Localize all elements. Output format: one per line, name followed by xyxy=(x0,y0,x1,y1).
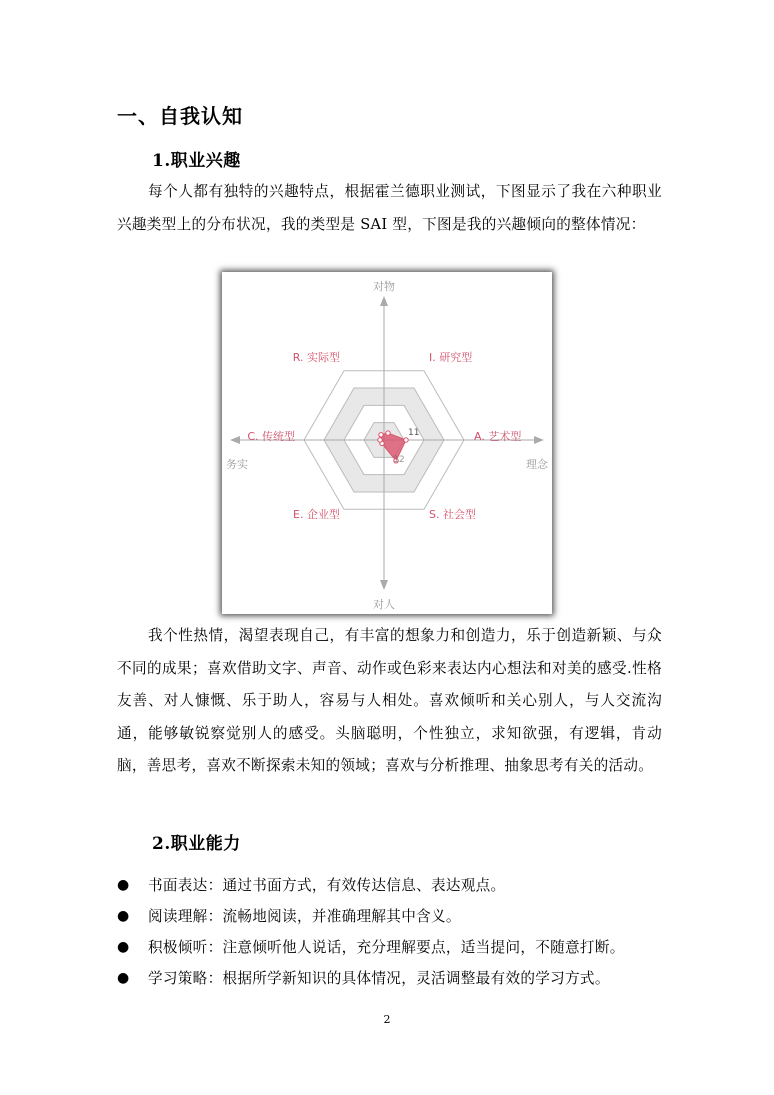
up-arrow-icon xyxy=(380,296,388,306)
list-item xyxy=(117,901,677,932)
category-label-enterprising: E. 企业型 xyxy=(293,508,340,521)
radar-point xyxy=(404,438,408,442)
bullet-icon: ● xyxy=(117,970,130,986)
radar-point xyxy=(379,433,383,437)
radar-point xyxy=(386,431,390,435)
ability-text: 阅读理解：流畅地阅读，并准确理解其中含义。 xyxy=(148,908,461,925)
category-label-artistic: A. 艺术型 xyxy=(474,430,522,443)
down-arrow-icon xyxy=(380,580,388,590)
value-label-social: 12 xyxy=(393,455,405,465)
radar-point xyxy=(378,438,382,442)
section-title: 一、自我认知 xyxy=(117,104,243,128)
right-arrow-icon xyxy=(534,436,544,444)
list-item xyxy=(117,963,677,994)
page-number: 2 xyxy=(383,1013,391,1026)
bullet-icon: ● xyxy=(117,877,130,893)
value-label-artistic: 11 xyxy=(408,428,420,438)
ability-list xyxy=(117,870,677,994)
category-label-investigative: I. 研究型 xyxy=(429,351,473,364)
axis-label-right: 理念 xyxy=(526,458,548,471)
radar-svg xyxy=(222,272,552,614)
left-arrow-icon xyxy=(230,436,240,444)
intro-paragraph: 每个人都有独特的兴趣特点，根据霍兰德职业测试，下图显示了我在六种职业兴趣类型上的分布状况，我的类型是 SAI 型，下图是我的兴趣倾向的整体情况： xyxy=(117,183,662,233)
bullet-icon: ● xyxy=(117,908,130,924)
bullet-icon: ● xyxy=(117,939,130,955)
category-label-realistic: R. 实际型 xyxy=(292,351,340,364)
ability-text: 书面表达：通过书面方式，有效传达信息、表达观点。 xyxy=(148,877,506,894)
list-item xyxy=(117,870,677,901)
ability-text: 学习策略：根据所学新知识的具体情况，灵活调整最有效的学习方式。 xyxy=(148,970,610,987)
axis-label-left: 务实 xyxy=(226,458,248,471)
axis-label-bottom: 对人 xyxy=(373,598,395,611)
category-label-conventional: C. 传统型 xyxy=(247,430,295,443)
ability-text: 积极倾听：注意倾听他人说话，充分理解要点，适当提问，不随意打断。 xyxy=(148,939,625,956)
list-item xyxy=(117,932,677,963)
description-paragraph: 我个性热情，渴望表现自己，有丰富的想象力和创造力，乐于创造新颖、与众不同的成果；喜欢借助文字、声音、动作或色彩来表达内心想法和对美的感受.性格友善、对人慷慨、乐于助人，容易与人相处。喜欢倾听和关心别人，与人交流沟通，能够敏锐察觉别人的感受。头脑聪明，个性独立，求知欲强，有逻辑，肯动脑，善思考，喜欢不断探索未知的领域；喜欢与分析推理、抽象思考有关的活动。 xyxy=(117,627,662,774)
axis-label-top: 对物 xyxy=(373,280,395,293)
subsection-title-interest: 1.职业兴趣 xyxy=(152,151,241,171)
subsection-title-ability: 2.职业能力 xyxy=(152,834,241,854)
holland-radar-chart xyxy=(222,272,552,614)
category-label-social: S. 社会型 xyxy=(429,508,476,521)
